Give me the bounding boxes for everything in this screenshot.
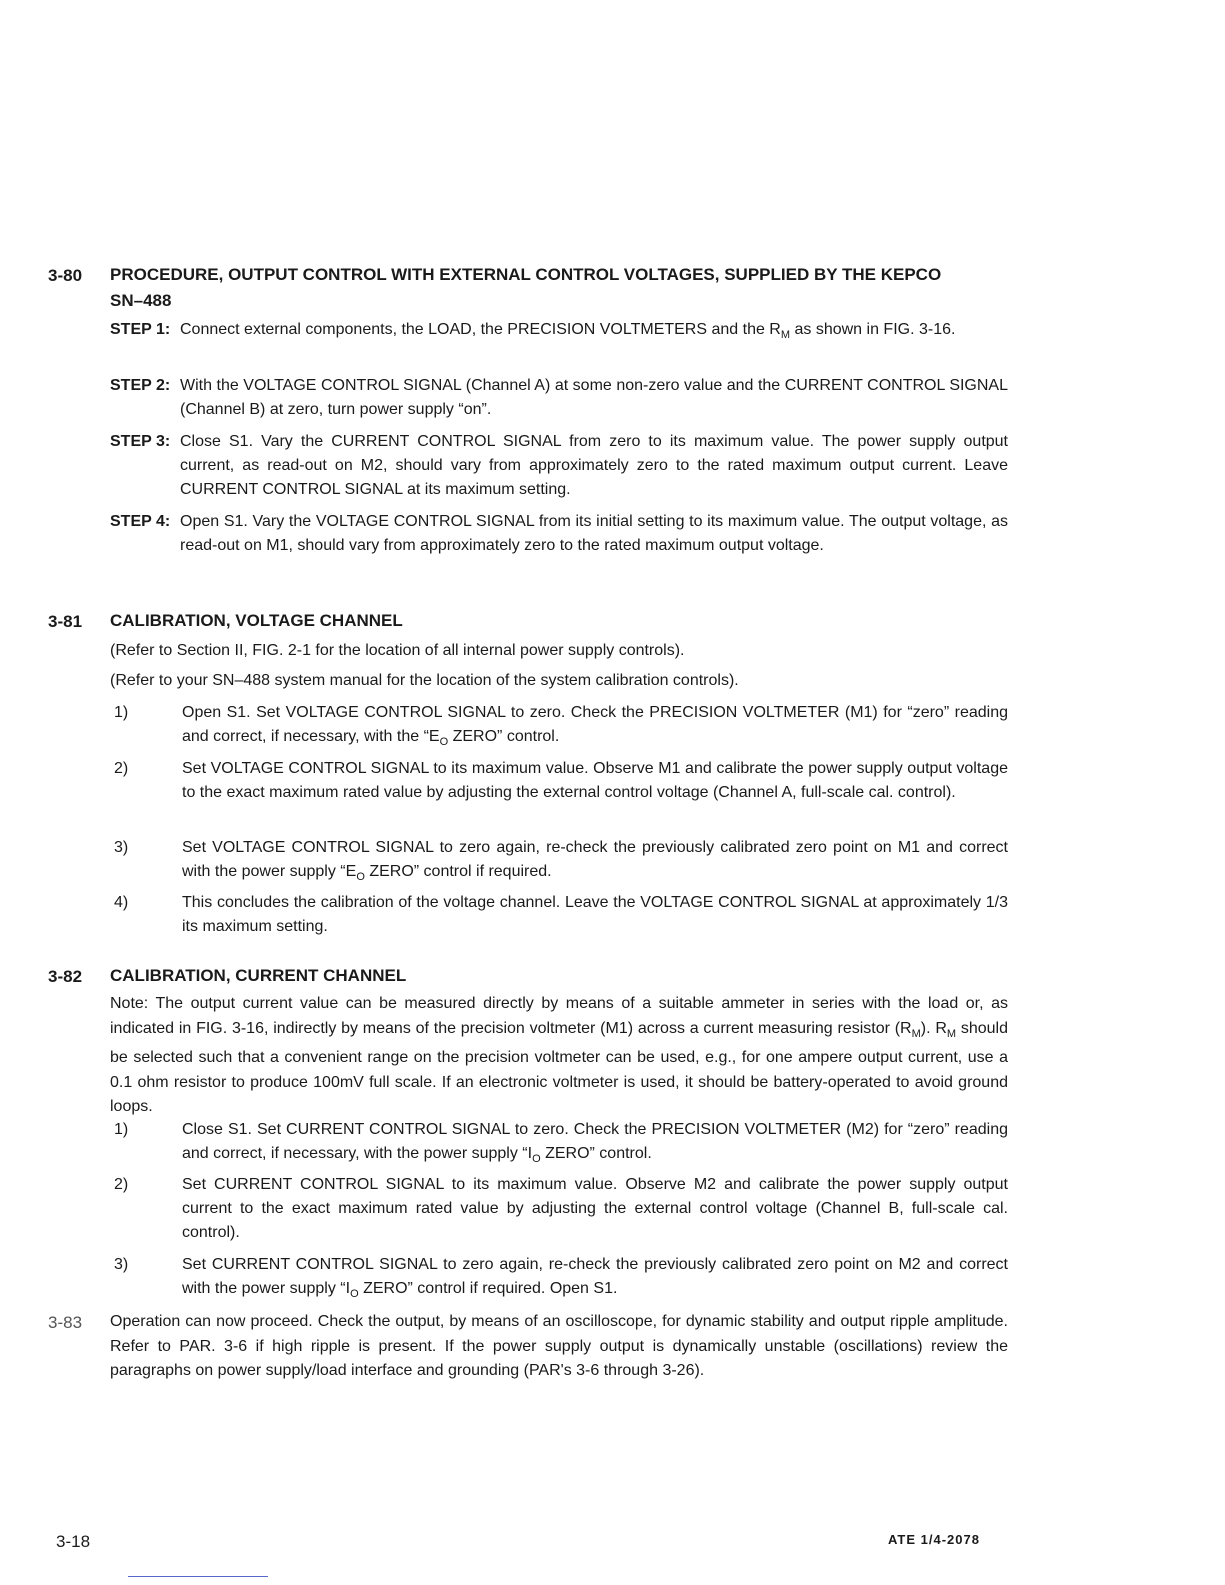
step-1 xyxy=(110,318,1008,347)
page-number: 3-18 xyxy=(56,1532,91,1551)
heading-3-82: CALIBRATION, CURRENT CHANNEL xyxy=(110,966,407,985)
document-id: ATE 1/4-2078 xyxy=(888,1532,980,1547)
reference-note-1: (Refer to Section II, FIG. 2-1 for the location of all internal power supply controls). xyxy=(110,642,685,659)
heading-3-80-line2: SN–488 xyxy=(110,291,172,310)
step-label: STEP 2: xyxy=(110,377,171,394)
list-item: 3) Set VOLTAGE CONTROL SIGNAL to zero again, re-check the previously calibrated zero point on M1 and correct with the power supply “$E_O$ ZERO” control if required. xyxy=(114,839,1008,884)
reference-note-2: (Refer to your SN–488 system manual for the location of the system calibration controls). xyxy=(110,672,739,689)
list-item: 2) Set CURRENT CONTROL SIGNAL to its maximum value. Observe M2 and calibrate the power supply output current to the exact maximum rated value by adjusting the external control voltage (Channel B, full-scale cal. control). xyxy=(114,1176,1008,1241)
para-number-3-83: 3-83 xyxy=(48,1313,83,1332)
bottom-rule xyxy=(128,1576,268,1577)
list-item: 3) Set CURRENT CONTROL SIGNAL to zero again, re-check the previously calibrated zero point on M2 and correct with the power supply “$I_O$ ZERO” control if required. Open S1. xyxy=(114,1256,1008,1301)
step-text: Open S1. Vary the VOLTAGE CONTROL SIGNAL from its initial setting to its maximum value. The output voltage, as read-out on M1, should vary from approximately zero to the rated maximum output voltage. xyxy=(180,513,1008,554)
step-label: STEP 4: xyxy=(110,513,171,530)
para-number-3-82: 3-82 xyxy=(48,967,83,986)
list-item: 4) This concludes the calibration of the voltage channel. Leave the VOLTAGE CONTROL SIGNAL at approximately 1/3 its maximum setting. xyxy=(114,894,1008,935)
step-text: With the VOLTAGE CONTROL SIGNAL (Channel A) at some non-zero value and the CURRENT CONTROL SIGNAL (Channel B) at zero, turn power supply “on”. xyxy=(180,377,1008,418)
step-text: Close S1. Vary the CURRENT CONTROL SIGNAL from zero to its maximum value. The power supply output current, as read-out on M2, should vary from approximately zero to the rated maximum output current. Leave CURRENT CONTROL SIGNAL at its maximum setting. xyxy=(180,433,1008,498)
para-number-3-80: 3-80 xyxy=(48,266,83,285)
step-3 xyxy=(110,430,1008,502)
step-2 xyxy=(110,374,1008,422)
heading-3-81: CALIBRATION, VOLTAGE CHANNEL xyxy=(110,611,403,630)
operation-paragraph: Operation can now proceed. Check the output, by means of an oscilloscope, for dynamic stability and output ripple amplitude. Refer to PAR. 3-6 if high ripple is present. If the power supply output is dynamically unstable (oscillations) review the paragraphs on power supply/load interface and grounding (PAR's 3-6 through 3-26). xyxy=(110,1313,1008,1379)
list-item: 1) Open S1. Set VOLTAGE CONTROL SIGNAL to zero. Check the PRECISION VOLTMETER (M1) for “zero” reading and correct, if necessary, with the “$E_O$ ZERO” control. xyxy=(114,704,1008,749)
step-text: Connect external components, the LOAD, the PRECISION VOLTMETERS and the $R_M$ as shown in FIG. 3-16. xyxy=(180,321,956,342)
list-item: 1) Close S1. Set CURRENT CONTROL SIGNAL to zero. Check the PRECISION VOLTMETER (M2) for “zero” reading and correct, if necessary, with the power supply “$I_O$ ZERO” control. xyxy=(114,1121,1008,1166)
measurement-note: Note: The output current value can be measured directly by means of a suitable ammeter in series with the load or, as indicated in FIG. 3-16, indirectly by means of the precision voltmeter (M1) across a current measuring resistor $(R_M)$. $R_M$ should be selected such that a convenient range on the precision voltmeter can be used, e.g., for one ampere output current, use a 0.1 ohm resistor to produce 100mV full scale. If an electronic voltmeter is used, it should be battery-operated to avoid ground loops. xyxy=(110,995,1009,1116)
step-label: STEP 1: xyxy=(110,321,171,338)
list-item: 2) Set VOLTAGE CONTROL SIGNAL to its maximum value. Observe M1 and calibrate the power supply output voltage to the exact maximum rated value by adjusting the external control voltage (Channel A, full-scale cal. control). xyxy=(114,760,1008,801)
heading-3-80-line1: PROCEDURE, OUTPUT CONTROL WITH EXTERNAL CONTROL VOLTAGES, SUPPLIED BY THE KEPCO xyxy=(110,265,942,284)
step-label: STEP 3: xyxy=(110,433,171,450)
step-4 xyxy=(110,510,1008,558)
para-number-3-81: 3-81 xyxy=(48,612,83,631)
heading-3-80 xyxy=(110,262,1010,314)
